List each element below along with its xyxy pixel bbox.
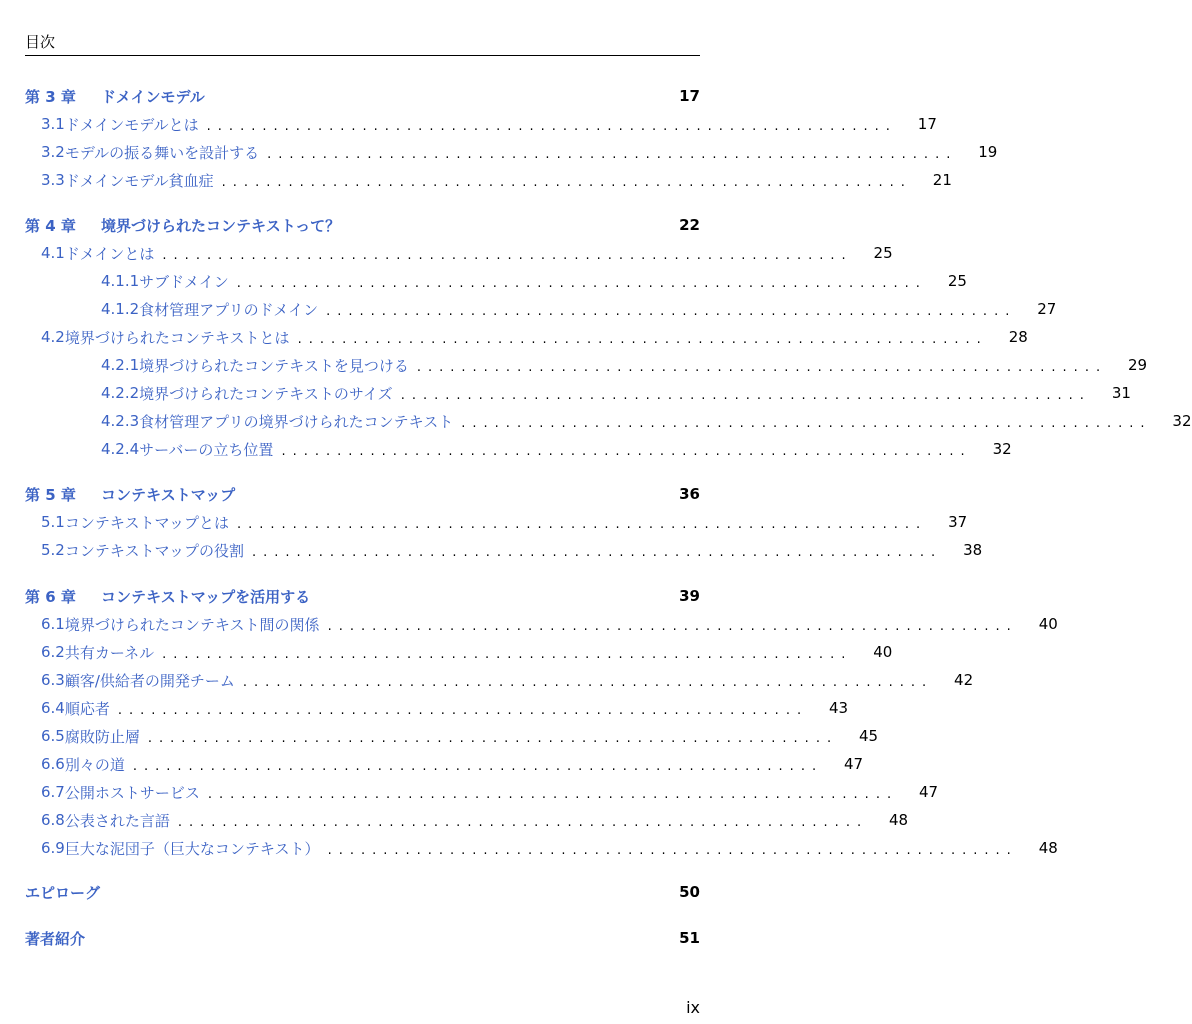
entry-title: 巨大な泥団子（巨大なコンテキスト）	[64, 839, 320, 858]
entry-number: 6.4	[41, 699, 65, 717]
entry-page: 37	[948, 513, 968, 531]
entry-page: 40	[1038, 615, 1058, 633]
toc-entry[interactable]	[25, 668, 974, 692]
entry-page: 31	[1111, 384, 1131, 402]
toc-entry[interactable]	[25, 612, 1058, 636]
page-title: 目次	[25, 33, 56, 51]
dot-leader: ..............................................................	[162, 647, 853, 662]
chapter-title: コンテキストマップを活用する	[101, 587, 311, 606]
entry-page: 47	[919, 783, 939, 801]
table-of-contents	[25, 0, 1192, 1024]
entry-title: 境界づけられたコンテキストのサイズ	[139, 384, 393, 403]
chapter-page: 22	[679, 216, 700, 234]
entry-page: 28	[1008, 328, 1028, 346]
toc-epilogue[interactable]	[25, 880, 700, 904]
toc-entry[interactable]	[25, 752, 864, 776]
toc-entry[interactable]	[25, 780, 939, 804]
entry-page: 47	[844, 755, 864, 773]
page-number: ix	[686, 998, 700, 1017]
entry-page: 48	[889, 811, 909, 829]
entry-title: 境界づけられたコンテキスト間の関係	[64, 615, 320, 634]
chapter-number: 第 5 章	[25, 485, 76, 504]
entry-title: 食材管理アプリの境界づけられたコンテキスト	[139, 412, 454, 431]
dot-leader: ..............................................................	[297, 332, 988, 347]
entry-number: 5.1	[41, 513, 65, 531]
chapter-page: 51	[679, 929, 700, 947]
entry-number: 3.1	[41, 115, 65, 133]
toc-entry[interactable]	[25, 409, 1192, 433]
entry-page: 42	[954, 671, 974, 689]
toc-chapter-5[interactable]	[25, 482, 700, 506]
toc-entry[interactable]	[25, 640, 893, 664]
dot-leader: ..............................................................	[267, 147, 958, 162]
dot-leader: ..............................................................	[162, 248, 853, 263]
chapter-title: 著者紹介	[25, 929, 86, 948]
entry-number: 3.3	[41, 171, 65, 189]
entry-number: 6.8	[41, 811, 65, 829]
chapter-title: ドメインモデル	[101, 87, 205, 106]
dot-leader: ..............................................................	[207, 787, 899, 802]
toc-entry[interactable]	[25, 696, 849, 720]
dot-leader: ..............................................................	[400, 388, 1091, 403]
dot-leader: ..............................................................	[147, 731, 839, 746]
dot-leader: ..............................................................	[242, 675, 934, 690]
toc-chapter-3[interactable]	[25, 84, 700, 108]
toc-entry[interactable]	[25, 724, 879, 748]
entry-number: 6.6	[41, 755, 65, 773]
entry-title: 順応者	[64, 699, 110, 718]
entry-title: モデルの振る舞いを設計する	[64, 143, 260, 162]
entry-number: 4.2	[41, 328, 65, 346]
chapter-page: 39	[679, 587, 700, 605]
chapter-page: 17	[679, 87, 700, 105]
dot-leader: ..............................................................	[416, 360, 1108, 375]
entry-number: 4.1.2	[101, 300, 140, 318]
entry-number: 6.2	[41, 643, 65, 661]
dot-leader: ..............................................................	[251, 545, 943, 560]
entry-number: 4.2.2	[101, 384, 140, 402]
toc-chapter-4[interactable]	[25, 213, 700, 237]
dot-leader: ..............................................................	[132, 759, 824, 774]
chapter-title: エピローグ	[25, 883, 101, 902]
entry-number: 3.2	[41, 143, 65, 161]
chapter-number: 第 6 章	[25, 587, 76, 606]
entry-number: 6.9	[41, 839, 65, 857]
entry-page: 19	[978, 143, 998, 161]
dot-leader: ..............................................................	[206, 119, 897, 134]
toc-entry[interactable]	[25, 381, 1131, 405]
dot-leader: ..............................................................	[327, 843, 1018, 858]
entry-number: 4.2.3	[101, 412, 140, 430]
chapter-title: コンテキストマップ	[101, 485, 236, 504]
entry-title: 公表された言語	[64, 811, 170, 830]
chapter-number: 第 4 章	[25, 216, 76, 235]
entry-title: ドメインとは	[64, 244, 155, 263]
dot-leader: ..............................................................	[461, 416, 1152, 431]
entry-title: 顧客/供給者の開発チーム	[64, 671, 235, 690]
toc-entry[interactable]	[25, 241, 893, 265]
entry-number: 4.2.1	[101, 356, 140, 374]
entry-number: 4.1	[41, 244, 65, 262]
entry-page: 32	[992, 440, 1012, 458]
entry-title: 境界づけられたコンテキストを見つける	[139, 356, 409, 375]
toc-entry[interactable]	[25, 297, 1057, 321]
entry-title: 食材管理アプリのドメイン	[139, 300, 319, 319]
entry-number: 5.2	[41, 541, 65, 559]
dot-leader: ..............................................................	[327, 619, 1018, 634]
entry-title: 別々の道	[64, 755, 125, 774]
entry-title: コンテキストマップの役割	[64, 541, 244, 560]
dot-leader: ..............................................................	[236, 517, 928, 532]
entry-title: 腐敗防止層	[64, 727, 140, 746]
entry-number: 4.1.1	[101, 272, 140, 290]
entry-title: 境界づけられたコンテキストとは	[64, 328, 290, 347]
entry-number: 6.3	[41, 671, 65, 689]
entry-title: ドメインモデル貧血症	[64, 171, 214, 190]
entry-page: 17	[917, 115, 937, 133]
entry-page: 45	[859, 727, 879, 745]
entry-page: 40	[873, 643, 893, 661]
dot-leader: ..............................................................	[221, 175, 912, 190]
entry-title: 共有カーネル	[64, 643, 155, 662]
toc-entry[interactable]	[25, 140, 998, 164]
toc-chapter-6[interactable]	[25, 584, 700, 608]
toc-entry[interactable]	[25, 353, 1148, 377]
entry-page: 27	[1037, 300, 1057, 318]
entry-number: 6.1	[41, 615, 65, 633]
chapter-page: 50	[679, 883, 700, 901]
entry-page: 25	[873, 244, 893, 262]
toc-entry[interactable]	[25, 112, 937, 136]
dot-leader: ..............................................................	[281, 444, 972, 459]
entry-title: ドメインモデルとは	[64, 115, 199, 134]
toc-entry[interactable]	[25, 538, 983, 562]
entry-page: 21	[932, 171, 952, 189]
toc-entry[interactable]	[25, 168, 952, 192]
toc-entry[interactable]	[25, 808, 909, 832]
entry-page: 25	[947, 272, 967, 290]
dot-leader: ..............................................................	[177, 815, 869, 830]
toc-entry[interactable]	[25, 437, 1012, 461]
chapter-number: 第 3 章	[25, 87, 76, 106]
entry-title: コンテキストマップとは	[64, 513, 229, 532]
entry-page: 38	[963, 541, 983, 559]
entry-page: 29	[1128, 356, 1148, 374]
entry-page: 48	[1038, 839, 1058, 857]
toc-entry[interactable]	[25, 510, 968, 534]
entry-number: 4.2.4	[101, 440, 140, 458]
toc-entry[interactable]	[25, 836, 1058, 860]
toc-entry[interactable]	[25, 269, 967, 293]
entry-page: 32	[1172, 412, 1192, 430]
entry-title: サーバーの立ち位置	[139, 440, 274, 459]
dot-leader: ..............................................................	[117, 703, 809, 718]
entry-number: 6.5	[41, 727, 65, 745]
toc-author-profile[interactable]	[25, 926, 700, 950]
dot-leader: ..............................................................	[326, 304, 1017, 319]
entry-number: 6.7	[41, 783, 65, 801]
entry-title: サブドメイン	[139, 272, 229, 291]
dot-leader: ..............................................................	[236, 276, 927, 291]
toc-entry[interactable]	[25, 325, 1028, 349]
chapter-title: 境界づけられたコンテキストって？	[101, 216, 341, 235]
entry-page: 43	[829, 699, 849, 717]
entry-title: 公開ホストサービス	[64, 783, 200, 802]
chapter-page: 36	[679, 485, 700, 503]
